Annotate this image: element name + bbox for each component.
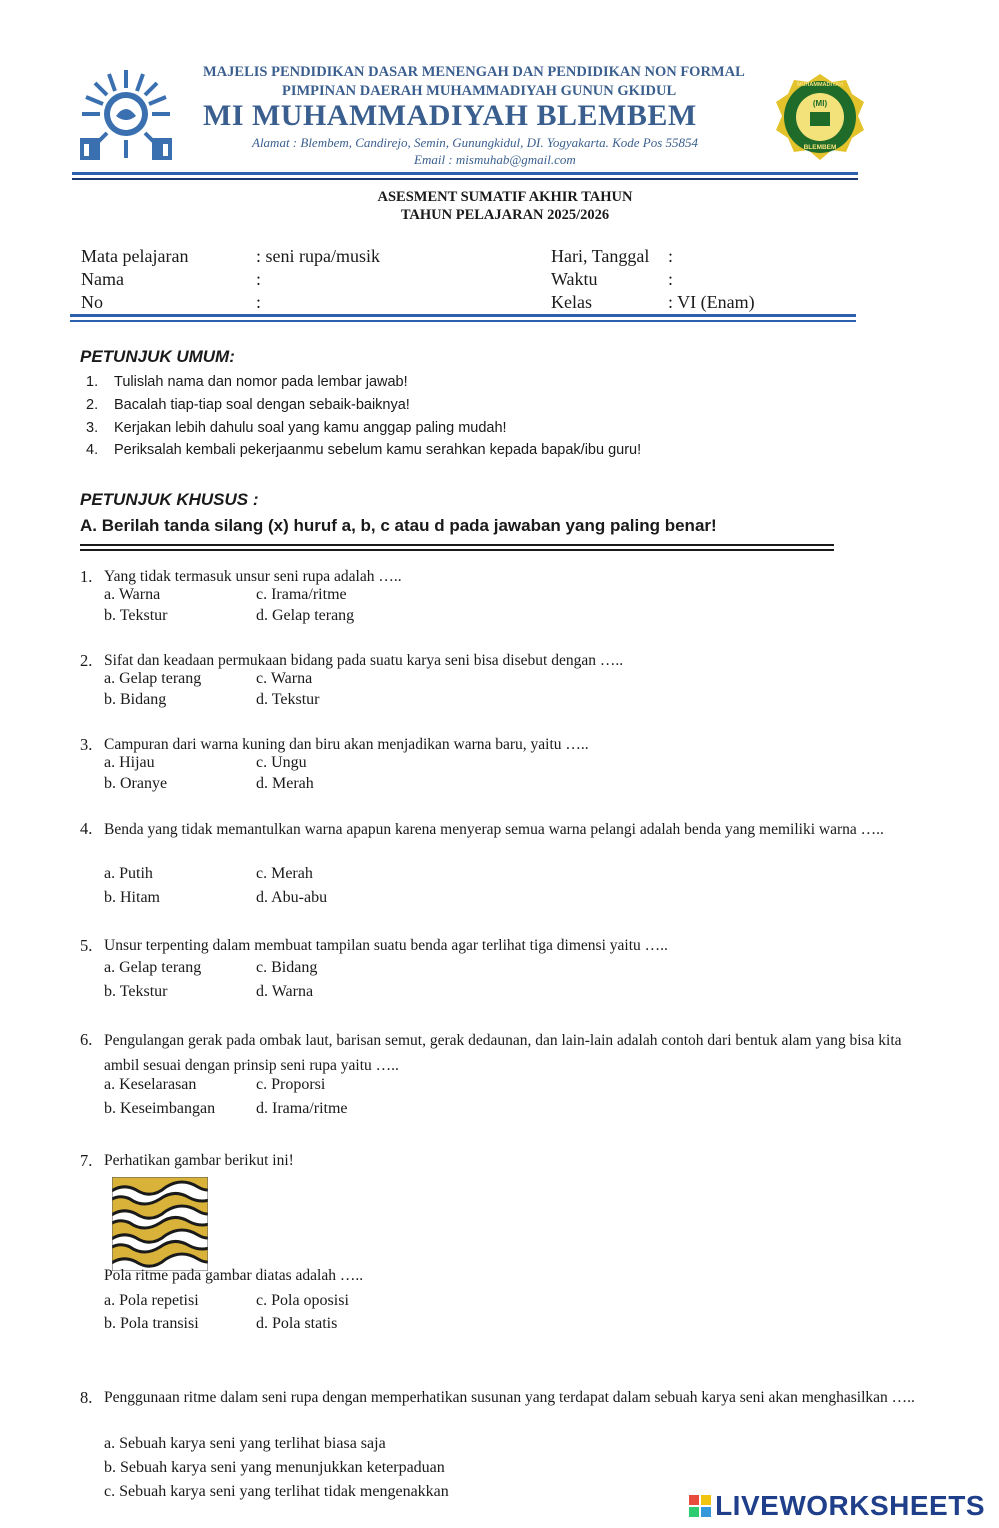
exam-title: ASESMENT SUMATIF AKHIR TAHUN: [377, 189, 633, 205]
hari-label: Hari, Tanggal: [551, 246, 650, 266]
option-c[interactable]: c. Irama/ritme: [256, 586, 347, 603]
question-number: 5.: [80, 936, 93, 955]
info-rule-bottom: [70, 320, 856, 322]
option-b[interactable]: b. Pola transisi: [104, 1315, 199, 1332]
school-email: Email : mismuhab@gmail.com: [414, 152, 576, 167]
option-c[interactable]: c. Pola oposisi: [256, 1292, 349, 1309]
batik-pattern-image: [112, 1177, 208, 1271]
question-number: 6.: [80, 1030, 93, 1049]
emblem-top-text: (MI): [812, 99, 828, 108]
question-text: Unsur terpenting dalam membuat tampilan suatu benda agar terlihat tiga dimensi yaitu …..: [104, 937, 668, 954]
hari-value: :: [668, 246, 674, 266]
liveworksheets-logo-icon: [689, 1492, 711, 1514]
option-d[interactable]: d. Tekstur: [256, 691, 320, 708]
option-a[interactable]: a. Gelap terang: [104, 959, 202, 976]
question-4: [80, 817, 940, 842]
question-number: 3.: [80, 735, 93, 754]
option-b[interactable]: b. Tekstur: [104, 983, 168, 1000]
no-value: :: [256, 292, 262, 312]
option-b[interactable]: b. Sebuah karya seni yang menunjukkan keterpaduan: [104, 1459, 445, 1476]
option-b[interactable]: b. Tekstur: [104, 607, 168, 624]
option-a[interactable]: a. Sebuah karya seni yang terlihat biasa saja: [104, 1435, 386, 1452]
watermark-text: LIVEWORKSHEETS: [715, 1490, 985, 1521]
mapel-value: : seni rupa/musik: [256, 246, 380, 266]
exam-year: TAHUN PELAJARAN 2025/2026: [400, 207, 610, 223]
question-text: Pengulangan gerak pada ombak laut, barisan semut, gerak dedaunan, dan lain-lain adalah contoh dari bentuk alam yang bisa kita ambil sesuai dengan prinsip seni rupa yaitu …..: [104, 1032, 902, 1074]
nama-value: :: [256, 269, 262, 289]
option-d[interactable]: d. Merah: [256, 775, 314, 792]
general-instruction-item: 2. Bacalah tiap-tiap soal dengan sebaik-baiknya!: [86, 397, 410, 413]
liveworksheets-watermark: [689, 1490, 985, 1522]
question-number: 2.: [80, 651, 93, 670]
header-region-line: PIMPINAN DAERAH MUHAMMADIYAH GUNUN GKIDUL: [282, 83, 677, 99]
question-2: [80, 649, 940, 673]
no-label: No: [81, 292, 103, 312]
question-number: 1.: [80, 567, 93, 586]
general-instruction-item: 4. Periksalah kembali pekerjaanmu sebelum kamu serahkan kepada bapak/ibu guru!: [86, 442, 642, 458]
option-a[interactable]: a. Keselarasan: [104, 1076, 197, 1093]
option-a[interactable]: a. Hijau: [104, 754, 155, 771]
question-8: [80, 1386, 930, 1410]
question-7-prompt: Pola ritme pada gambar diatas adalah …..: [104, 1267, 364, 1284]
question-7: [80, 1149, 940, 1173]
question-text: Campuran dari warna kuning dan biru akan menjadikan warna baru, yaitu …..: [104, 736, 589, 753]
kelas-value: : VI (Enam): [668, 292, 755, 312]
question-5: [80, 934, 940, 958]
emblem-ring-text: MUHAMMADIYAH: [796, 82, 844, 88]
question-text: Sifat dan keadaan permukaan bidang pada suatu karya seni bisa disebut dengan …..: [104, 652, 624, 669]
section-a-instruction: A. Berilah tanda silang (x) huruf a, b, c atau d pada jawaban yang paling benar!: [80, 516, 717, 535]
option-a[interactable]: a. Putih: [104, 865, 153, 882]
option-c[interactable]: c. Merah: [256, 865, 313, 882]
specific-instructions-heading: PETUNJUK KHUSUS :: [80, 490, 259, 509]
school-address: Alamat : Blembem, Candirejo, Semin, Gunungkidul, DI. Yogyakarta. Kode Pos 55854: [252, 135, 699, 150]
school-name: MI MUHAMMADIYAH BLEMBEM: [203, 99, 697, 132]
question-text: Benda yang tidak memantulkan warna apapun karena menyerap semua warna pelangi adalah benda yang memiliki warna …..: [104, 821, 884, 838]
option-d[interactable]: d. Irama/ritme: [256, 1100, 348, 1117]
option-c[interactable]: c. Warna: [256, 670, 313, 687]
option-c[interactable]: c. Proporsi: [256, 1076, 326, 1093]
option-c[interactable]: c. Bidang: [256, 959, 318, 976]
option-d[interactable]: d. Pola statis: [256, 1315, 338, 1332]
question-text: Penggunaan ritme dalam seni rupa dengan memperhatikan susunan yang terdapat dalam sebuah karya seni akan menghasilkan …..: [104, 1389, 915, 1406]
section-divider-top: [80, 544, 834, 546]
option-d[interactable]: d. Abu-abu: [256, 889, 328, 906]
option-b[interactable]: b. Hitam: [104, 889, 160, 906]
option-b[interactable]: b. Keseimbangan: [104, 1100, 216, 1117]
question-number: 7.: [80, 1151, 93, 1170]
option-c[interactable]: c. Ungu: [256, 754, 307, 771]
header-council-line: MAJELIS PENDIDIKAN DASAR MENENGAH DAN PENDIDIKAN NON FORMAL: [203, 64, 745, 80]
header-rule-bottom: [72, 178, 858, 180]
option-a[interactable]: a. Gelap terang: [104, 670, 202, 687]
waktu-label: Waktu: [551, 269, 598, 289]
option-d[interactable]: d. Warna: [256, 983, 314, 1000]
nama-label: Nama: [81, 269, 124, 289]
kelas-label: Kelas: [551, 292, 592, 312]
question-number: 8.: [80, 1388, 93, 1407]
mapel-label: Mata pelajaran: [81, 246, 189, 266]
option-b[interactable]: b. Oranye: [104, 775, 168, 792]
muhammadiyah-logo-icon: [72, 66, 180, 162]
option-a[interactable]: a. Warna: [104, 586, 161, 603]
option-c[interactable]: c. Sebuah karya seni yang terlihat tidak mengenakkan: [104, 1483, 449, 1500]
question-number: 4.: [80, 819, 93, 838]
question-text: Yang tidak termasuk unsur seni rupa adalah …..: [104, 568, 402, 585]
general-instructions-heading: PETUNJUK UMUM:: [80, 347, 235, 366]
question-1: [80, 565, 940, 589]
option-d[interactable]: d. Gelap terang: [256, 607, 355, 624]
question-text: Perhatikan gambar berikut ini!: [104, 1152, 294, 1169]
question-3: [80, 733, 940, 757]
waktu-value: :: [668, 269, 674, 289]
emblem-bottom-text: BLEMBEM: [803, 144, 837, 151]
option-b[interactable]: b. Bidang: [104, 691, 167, 708]
question-6: [80, 1028, 940, 1078]
section-divider-bottom: [80, 549, 834, 551]
general-instruction-item: 1. Tulislah nama dan nomor pada lembar jawab!: [86, 374, 408, 390]
general-instruction-item: 3. Kerjakan lebih dahulu soal yang kamu anggap paling mudah!: [86, 420, 507, 436]
mi-emblem-icon: [774, 72, 866, 162]
info-rule-top: [70, 314, 856, 317]
header-rule-top: [72, 172, 858, 175]
option-a[interactable]: a. Pola repetisi: [104, 1292, 199, 1309]
